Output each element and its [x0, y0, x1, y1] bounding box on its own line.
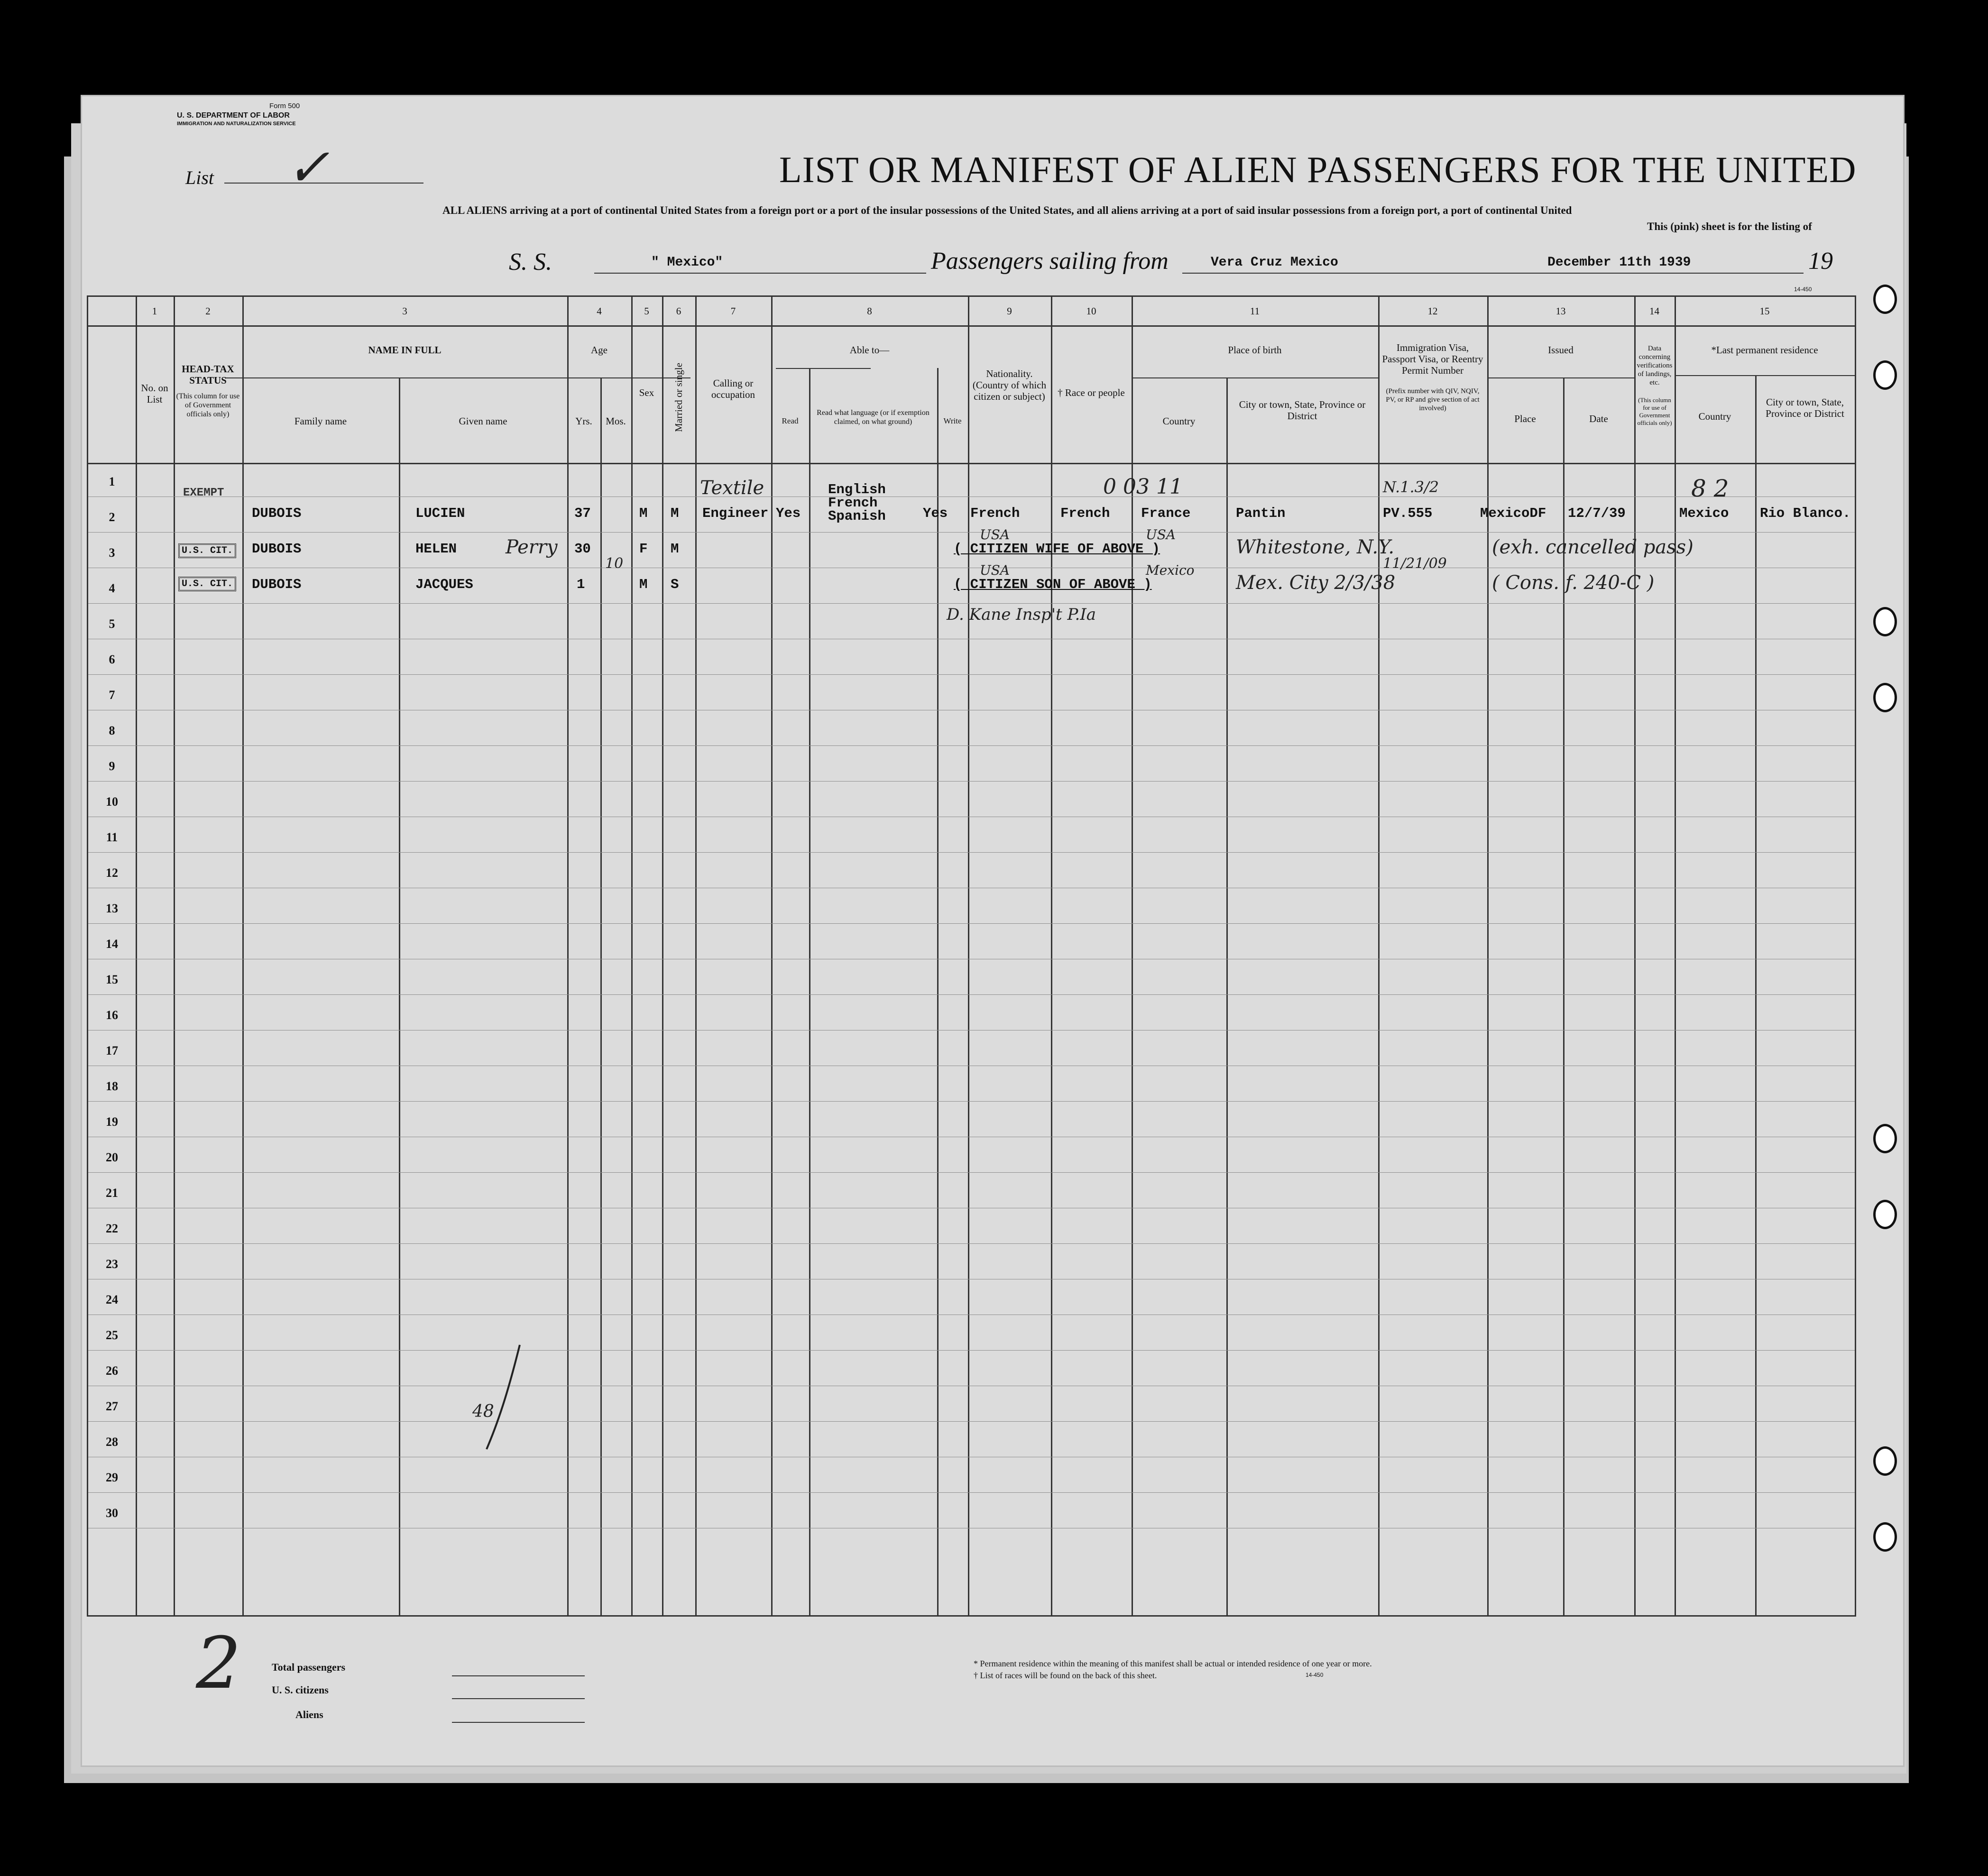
age-years: 30 — [574, 541, 591, 557]
binder-hole — [1873, 683, 1897, 712]
row-number: 17 — [106, 1044, 118, 1058]
given-name-handwritten: Perry — [506, 536, 558, 558]
service: IMMIGRATION AND NATURALIZATION SERVICE — [177, 121, 296, 127]
inspector-note: D. Kane Insp't P.Ia — [947, 605, 1096, 624]
col-number: 7 — [730, 305, 736, 317]
header-race: † Race or people — [1058, 387, 1125, 398]
row-rule — [88, 852, 1855, 853]
header-rule — [1675, 375, 1855, 376]
row-rule — [88, 1350, 1855, 1351]
header-married: Married or single — [673, 363, 684, 432]
row-rule — [88, 923, 1855, 924]
manifest-subtitle: ALL ALIENS arriving at a port of continental United States from a foreign port or a port of the insular possessions of the United States, and all aliens arriving at a port of said insular possessions from a foreign port, a port of continental United — [442, 204, 1572, 216]
binder-hole — [1873, 607, 1897, 636]
col-number: 9 — [1007, 305, 1012, 317]
row-rule — [88, 1101, 1855, 1102]
row-rule — [88, 674, 1855, 675]
header-res-country: Country — [1698, 411, 1731, 422]
total-handwritten: 2 — [196, 1622, 241, 1705]
header-rule — [88, 325, 1855, 327]
language: Spanish — [828, 508, 886, 524]
header-head-tax-note: (This column for use of Government officials only) — [176, 392, 240, 418]
handwritten-code: 8 2 — [1691, 475, 1729, 502]
manifest-table — [87, 295, 1856, 1617]
col-number: 10 — [1086, 305, 1096, 317]
issued-date: 12/7/39 — [1568, 506, 1626, 521]
birth-country-handwritten: Mexico — [1146, 562, 1195, 578]
us-citizens-label: U. S. citizens — [272, 1684, 329, 1696]
birth-city-handwritten: Whitestone, N.Y. — [1236, 536, 1395, 558]
manifest-subtitle-2: This (pink) sheet is for the listing of — [1647, 221, 1812, 232]
ss-label: S. S. — [509, 248, 552, 276]
can-read: Yes — [776, 506, 801, 521]
row-rule — [88, 1243, 1855, 1244]
row-number: 11 — [106, 830, 118, 844]
sex: M — [639, 506, 648, 521]
visa-number: PV.555 — [1383, 506, 1433, 521]
language: English — [828, 482, 886, 497]
header-birth-city: City or town, State, Province or District — [1239, 399, 1366, 422]
row-number: 3 — [109, 546, 115, 560]
family-name: DUBOIS — [252, 541, 302, 557]
header-place-of-birth: Place of birth — [1228, 344, 1282, 356]
header-given-name: Given name — [459, 415, 507, 427]
col-number: 4 — [597, 305, 602, 317]
married-status: M — [671, 506, 679, 521]
given-name: HELEN — [415, 541, 457, 557]
row-rule — [88, 994, 1855, 995]
birth-country: France — [1141, 506, 1191, 521]
header-issued-place: Place — [1514, 413, 1536, 424]
birth-date-handwritten: 11/21/09 — [1383, 555, 1447, 572]
row-number: 23 — [106, 1257, 118, 1271]
header-res-city: City or town, State, Province or District — [1766, 396, 1844, 419]
married-status: S — [671, 577, 679, 592]
row-grid — [88, 463, 1855, 1615]
header-mos: Mos. — [606, 415, 626, 427]
age-years: 37 — [574, 506, 591, 521]
header-read-what: Read what language (or if exemption claimed, on what ground) — [817, 409, 930, 426]
date-line — [1538, 273, 1804, 274]
row-rule — [88, 532, 1855, 533]
header-last-residence: *Last permanent residence — [1711, 344, 1818, 356]
col-number: 3 — [402, 305, 407, 317]
row-number: 8 — [109, 724, 115, 737]
row-number: 26 — [106, 1364, 118, 1378]
age-years: 1 — [577, 577, 585, 592]
citizen-note: ( CITIZEN WIFE OF ABOVE ) — [954, 541, 1160, 557]
row-number: 16 — [106, 1008, 118, 1022]
issued-place: MexicoDF — [1480, 506, 1546, 521]
aliens-line — [452, 1722, 585, 1723]
sailing-label: Passengers sailing from — [931, 248, 1169, 275]
row-number: 1 — [109, 475, 115, 488]
header-write: Write — [943, 416, 962, 425]
header-rule — [776, 368, 871, 369]
footnote-races: † List of races will be found on the back of this sheet. — [974, 1671, 1157, 1680]
citizen-note: ( CITIZEN SON OF ABOVE ) — [954, 577, 1152, 592]
head-tax-stamp: U.S. CIT. — [178, 543, 236, 558]
manifest-sheet — [81, 95, 1905, 1767]
year-prefix: 19 — [1808, 248, 1833, 275]
header-no-on-list: No. on List — [141, 382, 168, 405]
header-data-note: (This column for use of Government officials only) — [1637, 396, 1672, 426]
port-line — [1182, 273, 1590, 274]
header-visa: Immigration Visa, Passport Visa, or Reentry Permit Number — [1382, 342, 1483, 376]
row-rule — [88, 1492, 1855, 1493]
department: U. S. DEPARTMENT OF LABOR — [177, 111, 290, 120]
header-nationality: Nationality. (Country of which citizen or subject) — [972, 368, 1047, 402]
col-number: 15 — [1759, 305, 1770, 317]
binder-hole — [1873, 1522, 1897, 1552]
col-number: 8 — [867, 305, 872, 317]
birth-city: Pantin — [1236, 506, 1286, 521]
header-head-tax: HEAD-TAX STATUS — [182, 363, 234, 386]
header-issued-date: Date — [1589, 413, 1608, 424]
given-name: LUCIEN — [415, 506, 465, 521]
row-number: 10 — [106, 795, 118, 809]
row-rule — [88, 1172, 1855, 1173]
row-rule — [88, 745, 1855, 746]
citizen-handwritten: USA — [980, 527, 1010, 543]
head-tax-status: EXEMPT — [183, 487, 224, 499]
family-name: DUBOIS — [252, 506, 302, 521]
row-rule — [88, 1421, 1855, 1422]
col-number: 14 — [1649, 305, 1659, 317]
pen-stroke — [468, 1340, 534, 1454]
footnote-residence: * Permanent residence within the meaning of this manifest shall be actual or intended residence of one year or more. — [974, 1659, 1372, 1668]
list-label: List — [185, 167, 214, 188]
header-sex: Sex — [639, 387, 654, 398]
header-age: Age — [591, 344, 607, 356]
residence-city: Rio Blanco. — [1760, 506, 1851, 521]
sex: M — [639, 577, 648, 592]
given-name: JACQUES — [415, 577, 473, 592]
citizens-line — [452, 1698, 585, 1699]
header-data-concerning: Data concerning verifications of landings, etc. — [1637, 345, 1673, 386]
header-birth-country: Country — [1162, 415, 1196, 427]
ship-line — [594, 273, 926, 274]
footer-form-code: 14-450 — [1306, 1672, 1324, 1678]
row-number: 30 — [106, 1506, 118, 1520]
citizen-handwritten: USA — [980, 562, 1010, 578]
birth-country-handwritten: USA — [1146, 527, 1176, 543]
header-visa-note: (Prefix number with QIV, NQIV, PV, or RP and give section of act involved) — [1386, 387, 1480, 412]
row-number: 27 — [106, 1399, 118, 1413]
row-number: 29 — [106, 1471, 118, 1484]
nationality: French — [970, 506, 1020, 521]
binder-hole — [1873, 1446, 1897, 1476]
row-number: 13 — [106, 901, 118, 915]
col-number: 1 — [152, 305, 157, 317]
aliens-label: Aliens — [295, 1709, 323, 1720]
form-code: 14-450 — [1794, 286, 1812, 293]
row-number: 22 — [106, 1222, 118, 1235]
col-number: 6 — [676, 305, 681, 317]
col-number: 2 — [205, 305, 211, 317]
remark-handwritten: (exh. cancelled pass) — [1492, 536, 1693, 558]
list-checkmark: ✓ — [286, 137, 330, 198]
binder-hole — [1873, 285, 1897, 314]
can-write: Yes — [923, 506, 948, 521]
row-number: 28 — [106, 1435, 118, 1449]
binder-hole — [1873, 1200, 1897, 1229]
header-issued: Issued — [1548, 344, 1574, 356]
handwritten-code: N.1.3/2 — [1383, 478, 1439, 496]
total-passengers-label: Total passengers — [272, 1661, 346, 1673]
header-able-to: Able to— — [849, 344, 890, 356]
total-line — [452, 1675, 585, 1676]
header-family-name: Family name — [294, 415, 347, 427]
row-number: 12 — [106, 866, 118, 880]
col-number: 13 — [1555, 305, 1566, 317]
header-rule — [1132, 377, 1378, 378]
row-number: 9 — [109, 759, 115, 773]
header-rule — [1487, 377, 1634, 378]
sailing-date: December 11th 1939 — [1547, 255, 1691, 270]
row-number: 15 — [106, 973, 118, 986]
header-name-in-full: NAME IN FULL — [368, 344, 442, 356]
remark-handwritten: ( Cons. f. 240-C ) — [1492, 572, 1655, 594]
row-number: 6 — [109, 653, 115, 666]
calling: Engineer — [702, 506, 769, 521]
row-number: 5 — [109, 617, 115, 631]
row-number: 2 — [109, 510, 115, 524]
ship-name: " Mexico" — [651, 255, 723, 270]
binder-hole — [1873, 1124, 1897, 1153]
col-number: 5 — [644, 305, 649, 317]
race: French — [1060, 506, 1110, 521]
residence-country: Mexico — [1679, 506, 1729, 521]
head-tax-stamp: U.S. CIT. — [178, 577, 236, 591]
row-number: 18 — [106, 1079, 118, 1093]
birth-city-handwritten: Mex. City 2/3/38 — [1236, 572, 1396, 594]
row-number: 24 — [106, 1293, 118, 1306]
row-number: 19 — [106, 1115, 118, 1129]
handwritten-code: 0 03 11 — [1103, 475, 1183, 499]
binder-hole — [1873, 360, 1897, 390]
row-rule — [88, 781, 1855, 782]
header-read: Read — [782, 416, 799, 425]
row-number: 4 — [109, 581, 115, 595]
departure-port: Vera Cruz Mexico — [1211, 255, 1338, 270]
calling-handwritten: Textile — [700, 477, 764, 499]
col-number: 11 — [1250, 305, 1260, 317]
sex: F — [639, 541, 648, 557]
language: French — [828, 495, 878, 511]
form-number: Form 500 — [269, 102, 300, 110]
header-rule — [226, 377, 690, 378]
manifest-title: LIST OR MANIFEST OF ALIEN PASSENGERS FOR THE UNITED — [779, 149, 1857, 190]
family-name: DUBOIS — [252, 577, 302, 592]
row-rule — [88, 603, 1855, 604]
header-calling: Calling or occupation — [711, 377, 755, 400]
age-months: 10 — [605, 555, 624, 572]
row-number: 20 — [106, 1150, 118, 1164]
row-number: 14 — [106, 937, 118, 951]
header-yrs: Yrs. — [575, 415, 592, 427]
handwritten-mark: 48 — [472, 1402, 494, 1421]
married-status: M — [671, 541, 679, 557]
row-number: 7 — [109, 688, 115, 702]
col-number: 12 — [1427, 305, 1438, 317]
row-number: 21 — [106, 1186, 118, 1200]
row-number: 25 — [106, 1328, 118, 1342]
